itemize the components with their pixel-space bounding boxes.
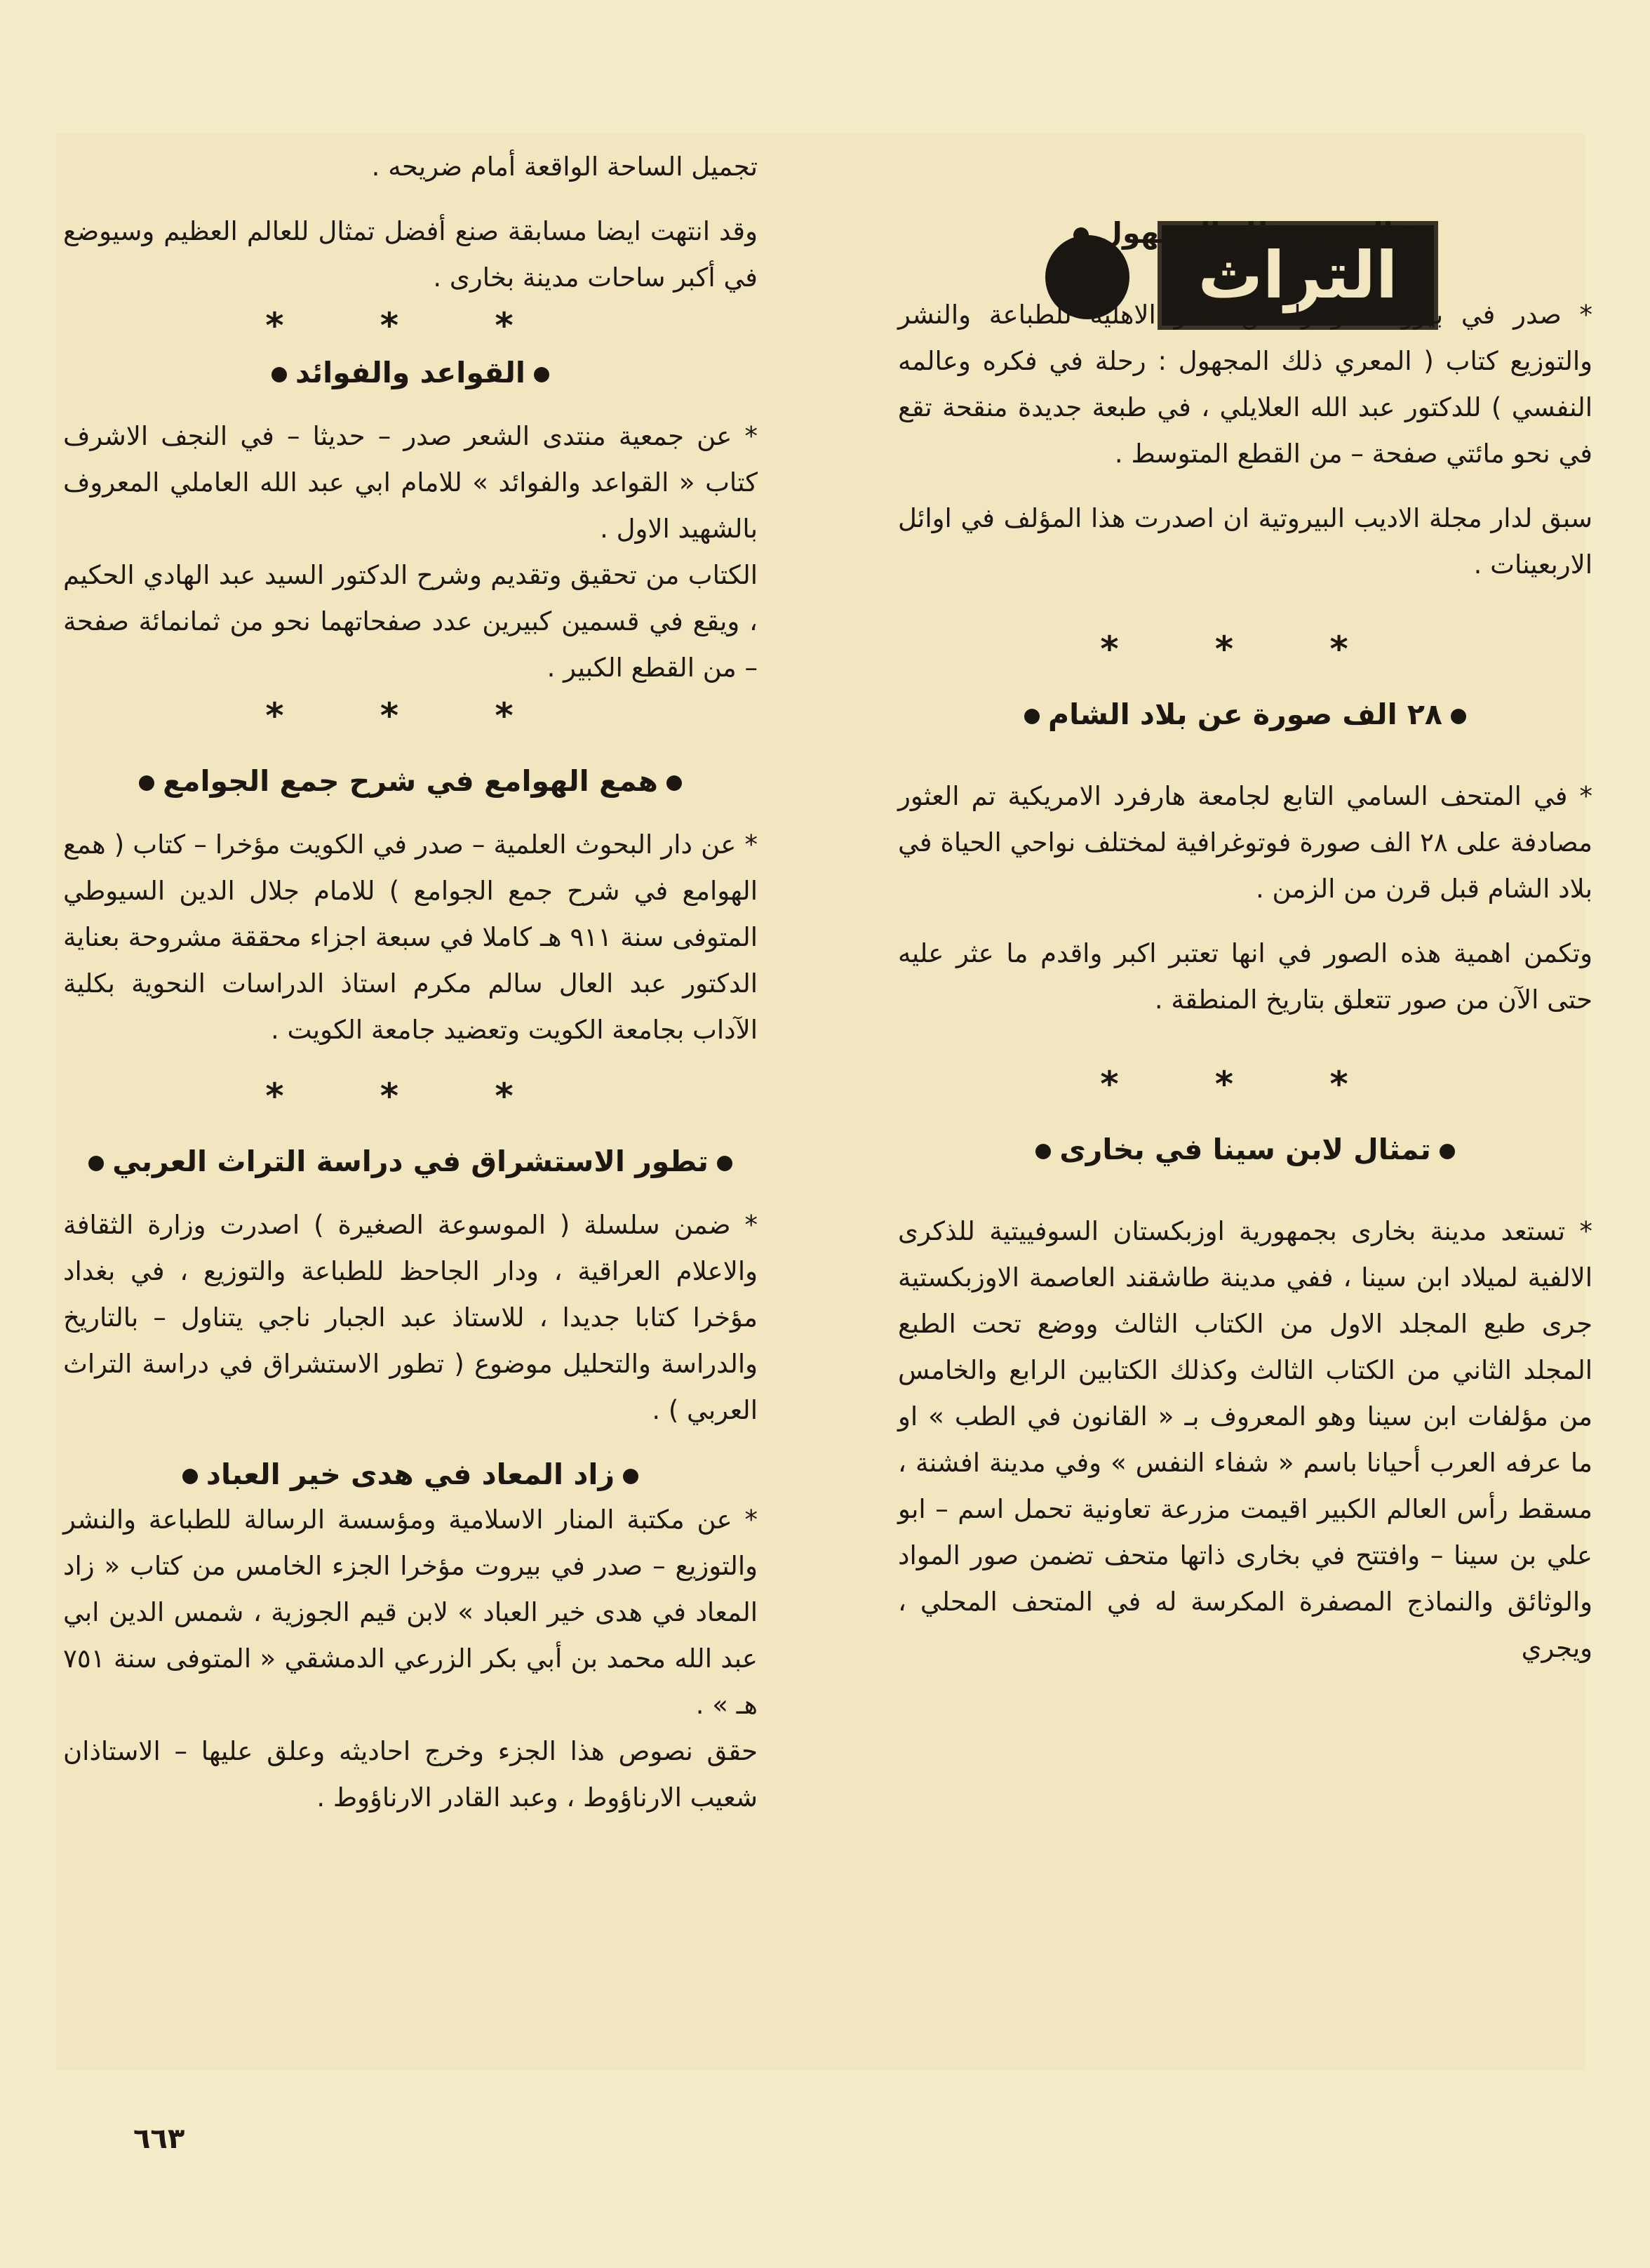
heading-text: تمثال لابن سينا في بخارى bbox=[1059, 1133, 1431, 1166]
bullet-icon bbox=[1073, 227, 1089, 243]
right-column bbox=[898, 211, 1592, 1672]
article-paragraph: حقق نصوص هذا الجزء وخرج احاديثه وعلق عليها – الاستاذان شعيب الارناؤوط ، وعبد القادر الارناؤوط . bbox=[63, 1736, 758, 1813]
article-heading bbox=[63, 1452, 758, 1497]
separator-stars: * * * bbox=[1100, 629, 1390, 669]
article-paragraph: * عن مكتبة المنار الاسلامية ومؤسسة الرسالة للطباعة والنشر والتوزيع – صدر في بيروت مؤخرا الجزء الخامس من كتاب « زاد المعاد في هدى خير العباد » لابن قيم الجوزية ، شمس الدين ابي عبد الله محمد بن أبي بكر الزرعي الدمشقي « المتوفى سنة ٧٥١ هـ » . bbox=[63, 1505, 758, 1720]
bullet-icon bbox=[1402, 227, 1417, 243]
bullet-icon bbox=[182, 1469, 198, 1484]
bullet-icon bbox=[1440, 1144, 1455, 1159]
bullet-icon bbox=[666, 775, 682, 791]
article-paragraph: * عن دار البحوث العلمية – صدر في الكويت مؤخرا – كتاب ( همع الهوامع في شرح جمع الجوامع ) للامام جلال الدين السيوطي المتوفى سنة ٩١١ هـ كاملا في سبعة اجزاء محققة مشروحة بعناية الدكتور عبد العال سالم مكرم استاذ الدراسات النحوية بكلية الآداب بجامعة الكويت وتعضيد جامعة الكويت . bbox=[63, 829, 758, 1045]
left-column bbox=[63, 144, 758, 1821]
banner-title: التراث bbox=[1198, 238, 1398, 313]
bullet-icon bbox=[139, 775, 154, 791]
heading-text: زاد المعاد في هدى خير العباد bbox=[206, 1457, 615, 1491]
article-paragraph: وقد انتهت ايضا مسابقة صنع أفضل تمثال للعالم العظيم وسيوضع في أكبر ساحات مدينة بخارى . bbox=[63, 216, 758, 293]
heading-text: المعري ذلك المجهول bbox=[1097, 216, 1393, 250]
page-number: ٦٦٣ bbox=[133, 2123, 185, 2155]
article-heading bbox=[898, 1127, 1592, 1172]
article-heading bbox=[63, 350, 758, 395]
heading-text: ٢٨ الف صورة عن بلاد الشام bbox=[1048, 698, 1442, 731]
bullet-icon bbox=[88, 1156, 104, 1171]
article-paragraph: سبق لدار مجلة الاديب البيروتية ان اصدرت هذا المؤلف في اوائل الاربعينات . bbox=[898, 503, 1592, 580]
heading-text: همع الهوامع في شرح جمع الجوامع bbox=[163, 764, 658, 798]
heading-text: تطور الاستشراق في دراسة التراث العربي bbox=[112, 1145, 709, 1178]
separator-stars: * * * bbox=[265, 695, 556, 736]
bullet-icon bbox=[271, 367, 287, 382]
article-heading bbox=[63, 1139, 758, 1184]
article-heading bbox=[898, 211, 1592, 255]
article-paragraph: وتكمن اهمية هذه الصور في انها تعتبر اكبر واقدم ما عثر عليه حتى الآن من صور تتعلق بتاريخ المنطقة . bbox=[898, 938, 1592, 1015]
bullet-icon bbox=[717, 1156, 732, 1171]
bullet-icon bbox=[534, 367, 549, 382]
bullet-icon bbox=[1451, 709, 1466, 724]
article-paragraph: * صدر في بيروت مؤخرا عن الدار الاهلية للطباعة والنشر والتوزيع كتاب ( المعري ذلك المجهول : رحلة في فكره وعالمه النفسي ) للدكتور عبد الله العلايلي ، في طبعة جديدة منقحة تقع في نحو مائتي صفحة – من القطع المتوسط . bbox=[898, 300, 1592, 469]
article-heading bbox=[898, 692, 1592, 737]
article-paragraph: * عن جمعية منتدى الشعر صدر – حديثا – في النجف الاشرف كتاب « القواعد والفوائد » للامام ابي عبد الله العاملي المعروف بالشهيد الاول . bbox=[63, 421, 758, 544]
article-heading bbox=[63, 759, 758, 803]
separator-stars: * * * bbox=[265, 1076, 556, 1116]
article-paragraph: تجميل الساحة الواقعة أمام ضريحه . bbox=[371, 152, 758, 182]
heading-text: القواعد والفوائد bbox=[295, 356, 525, 389]
separator-stars: * * * bbox=[1100, 1064, 1390, 1105]
article-paragraph: الكتاب من تحقيق وتقديم وشرح الدكتور السيد عبد الهادي الحكيم ، ويقع في قسمين كبيرين عدد صفحاتهما نحو من ثمانمائة صفحة – من القطع الكبير . bbox=[63, 560, 758, 683]
separator-stars: * * * bbox=[265, 305, 556, 346]
bullet-icon bbox=[1024, 709, 1040, 724]
article-paragraph: * تستعد مدينة بخارى بجمهورية اوزبكستان السوفييتية للذكرى الالفية لميلاد ابن سينا ، ففي مدينة طاشقند العاصمة الاوزبكستية جرى طبع المجلد الاول من الكتاب الثالث ووضع تحت الطبع المجلد الثاني من الكتاب الثالث وكذلك الكتابين الرابع والخامس من مؤلفات ابن سينا وهو المعروف بـ « القانون في الطب » او ما عرفه العرب أحيانا باسم « شفاء النفس » وفي مدينة افشنة ، مسقط رأس العالم الكبير اقيمت مزرعة تعاونية تحمل اسم – ابو علي بن سينا – وافتتح في بخارى ذاتها متحف تضمن صور المواد والوثائق والنماذج المصفرة المكرسة له في المتحف المحلي ، ويجري bbox=[898, 1216, 1592, 1663]
article-paragraph: * ضمن سلسلة ( الموسوعة الصغيرة ) اصدرت وزارة الثقافة والاعلام العراقية ، ودار الجاحظ للطباعة والتوزيع ، في بغداد مؤخرا كتابا جديدا ، للاستاذ عبد الجبار ناجي يتناول – بالتاريخ والدراسة والتحليل موضوع ( تطور الاستشراق في دراسة التراث العربي ) . bbox=[63, 1210, 758, 1425]
bullet-icon bbox=[1035, 1144, 1051, 1159]
article-paragraph: * في المتحف السامي التابع لجامعة هارفرد الامريكية تم العثور مصادفة على ٢٨ الف صورة فوتوغرافية لمختلف نواحي الحياة في بلاد الشام قبل قرن من الزمن . bbox=[898, 781, 1592, 904]
bullet-icon bbox=[623, 1469, 638, 1484]
